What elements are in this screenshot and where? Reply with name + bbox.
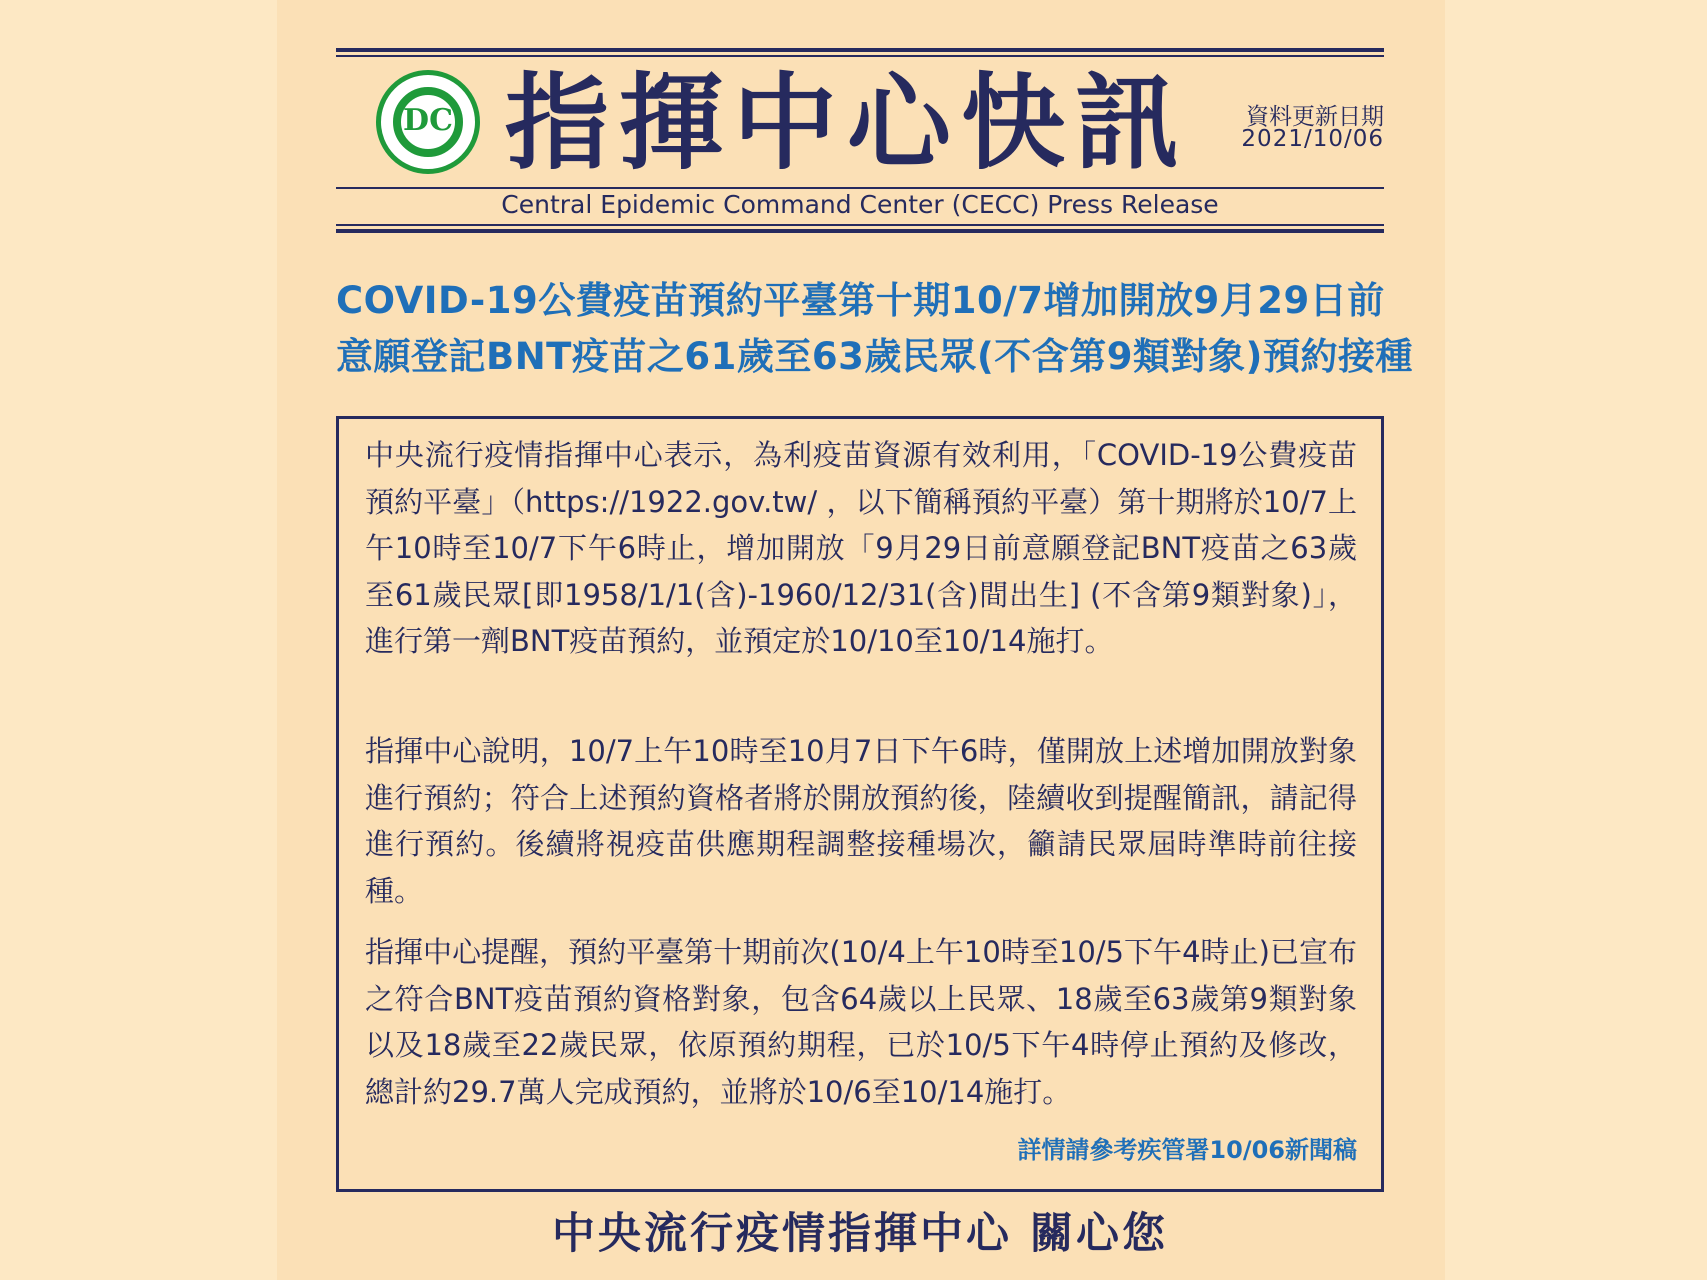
bottom-rule-thick: [336, 229, 1384, 233]
top-rule-thin: [336, 55, 1384, 57]
update-date-value: 2021/10/06: [1241, 126, 1384, 152]
page-title: 指揮中心快訊: [505, 62, 1190, 184]
reference-link[interactable]: 詳情請參考疾管署10/06新聞稿: [1017, 1136, 1357, 1164]
paragraph-2: 指揮中心說明，10/7上午10時至10月7日下午6時，僅開放上述增加開放對象進行預約；符合上述預約資格者將於開放預約後，陸續收到提醒簡訊，請記得進行預約。後續將視疫苗供應期程調整接種場次，籲請民眾屆時準時前往接種。: [365, 734, 1357, 908]
cdc-logo-icon: DC: [376, 70, 480, 174]
footer-slogan: 中央流行疫情指揮中心 關心您: [552, 1209, 1168, 1259]
press-release-subtitle: Central Epidemic Command Center (CECC) Press Release: [501, 190, 1219, 219]
top-rule-thick: [336, 48, 1384, 52]
mid-rule: [336, 187, 1384, 189]
paragraph-1: 中央流行疫情指揮中心表示，為利疫苗資源有效利用，「COVID-19公費疫苗預約平臺」（https://1922.gov.tw/ ，以下簡稱預約平臺）第十期將於10/7上午10時至10/7下午6時止，增加開放「9月29日前意願登記BNT疫苗之63歲至61歲民眾[即1958/1/1(含)-1960/12/31(含)間出生] (不含第9類對象)」，進行第一劑BNT疫苗預約，並預定於10/10至10/14施打。: [365, 438, 1357, 659]
update-date-label: 資料更新日期: [1246, 104, 1384, 130]
bottom-rule-thin: [336, 224, 1384, 226]
headline-line-1: COVID-19公費疫苗預約平臺第十期10/7增加開放9月29日前: [336, 279, 1385, 322]
headline-line-2: 意願登記BNT疫苗之61歲至63歲民眾(不含第9類對象)預約接種: [336, 335, 1413, 378]
paragraph-3: 指揮中心提醒，預約平臺第十期前次(10/4上午10時至10/5下午4時止)已宣布之符合BNT疫苗預約資格對象，包含64歲以上民眾、18歲至63歲第9類對象以及18歲至22歲民眾，依原預約期程，已於10/5下午4時停止預約及修改，總計約29.7萬人完成預約，並將於10/6至10/14施打。: [365, 935, 1357, 1109]
